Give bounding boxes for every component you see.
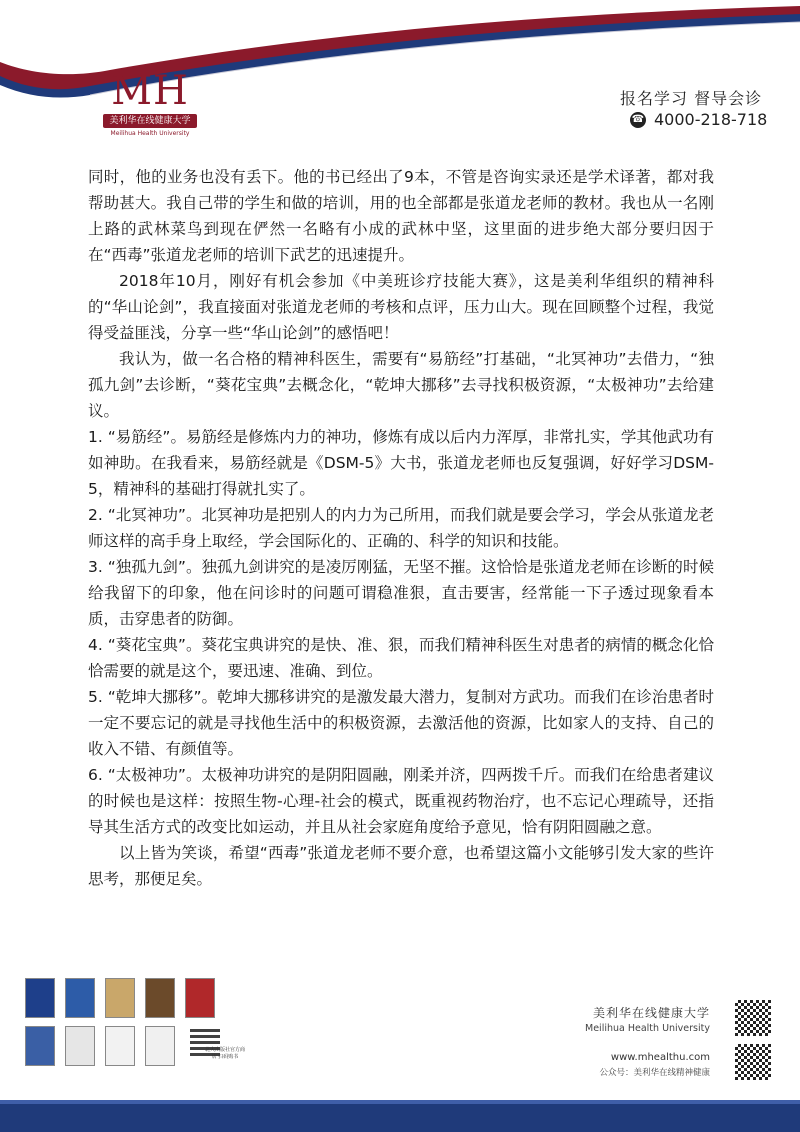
website-link[interactable]: www.mhealthu.com bbox=[610, 1052, 710, 1063]
logo-mark: MH bbox=[111, 68, 189, 114]
paragraph: 2. “北冥神功”。北冥神功是把别人的内力为己所用，而我们就是要会学习，学会从张道龙老师这样的高手身上取经，学会国际化的、正确的、科学的知识和技能。 bbox=[88, 506, 714, 550]
paragraph: 4. “葵花宝典”。葵花宝典讲究的是快、准、狠，而我们精神科医生对患者的病情的概念化恰恰需要的就是这个，要迅速、准确、到位。 bbox=[88, 636, 714, 680]
article-body bbox=[88, 164, 714, 892]
wechat-account: 公众号：美利华在线精神健康 bbox=[599, 1068, 710, 1078]
paragraph: 1. “易筋经”。易筋经是修炼内力的神功，修炼有成以后内力浑厚，非常扎实，学其他武功有如神助。在我看来，易筋经就是《DSM-5》大书，张道龙老师也反复强调，好好学习DSM-5，精神科的基础打得就扎实了。 bbox=[88, 428, 714, 498]
book-cover bbox=[25, 1026, 55, 1066]
paragraph: 3. “独孤九剑”。独孤九剑讲究的是凌厉刚猛，无坚不摧。这恰恰是张道龙老师在诊断的时候给我留下的印象，他在问诊时的问题可谓稳准狠，直击要害，经常能一下子透过现象看本质，击穿患者的防御。 bbox=[88, 558, 714, 628]
phone-icon: ☎ bbox=[630, 112, 646, 128]
website-qr-code[interactable] bbox=[735, 1044, 771, 1080]
paragraph: 6. “太极神功”。太极神功讲究的是阴阳圆融，刚柔并济，四两拨千斤。而我们在给患者建议的时候也是这样：按照生物-心理-社会的模式，既重视药物治疗，也不忘记心理疏导，还指导其生活方式的改变比如运动，并且从社会家庭角度给予意见，恰有阴阳圆融之意。 bbox=[88, 766, 714, 836]
book-cover bbox=[105, 1026, 135, 1066]
book-cover bbox=[145, 978, 175, 1018]
university-name-en: Meilihua Health University bbox=[585, 1023, 710, 1034]
book-cover bbox=[65, 978, 95, 1018]
book-cover bbox=[65, 1026, 95, 1066]
phone-number: 4000-218-718 bbox=[654, 110, 768, 129]
book-cover bbox=[145, 1026, 175, 1066]
paragraph: 5. “乾坤大挪移”。乾坤大挪移讲究的是激发最大潜力，复制对方武功。而我们在诊治患者时一定不要忘记的就是寻找他生活中的积极资源，去激活他的资源，比如家人的支持、自己的收入不错、有颜值等。 bbox=[88, 688, 714, 758]
university-name-cn: 美利华在线健康大学 bbox=[592, 1006, 710, 1020]
footer-bar bbox=[0, 1104, 800, 1132]
book-cover bbox=[25, 978, 55, 1018]
logo-name-cn: 美利华在线健康大学 bbox=[103, 114, 197, 128]
book-collection bbox=[25, 978, 246, 1070]
store-qr-caption: 北大出版社官方商店 扫码购书 bbox=[205, 1047, 246, 1060]
book-cover bbox=[105, 978, 135, 1018]
paragraph: 以上皆为笑谈，希望“西毒”张道龙老师不要介意，也希望这篇小文能够引发大家的些许思考，那便足矣。 bbox=[88, 844, 714, 888]
paragraph: 同时，他的业务也没有丢下。他的书已经出了9本，不管是咨询实录还是学术译著，都对我帮助甚大。我自己带的学生和做的培训，用的也全部都是张道龙老师的教材。我也从一名刚上路的武林菜鸟到现在俨然一名略有小成的武林中坚，这里面的进步绝大部分要归因于在“西毒”张道龙老师的培训下武艺的迅速提升。 bbox=[88, 168, 714, 264]
paragraph: 2018年10月，刚好有机会参加《中美班诊疗技能大赛》，这是美利华组织的精神科的“华山论剑”，我直接面对张道龙老师的考核和点评，压力山大。现在回顾整个过程，我觉得受益匪浅，分享一些“华山论剑”的感悟吧！ bbox=[88, 272, 714, 342]
paragraph: 我认为，做一名合格的精神科医生，需要有“易筋经”打基础，“北冥神功”去借力，“独孤九剑”去诊断，“葵花宝典”去概念化，“乾坤大挪移”去寻找积极资源，“太极神功”去给建议。 bbox=[88, 350, 714, 420]
header-tagline: 报名学习 督导会诊 bbox=[620, 89, 763, 108]
wechat-qr-code[interactable] bbox=[735, 1000, 771, 1036]
logo bbox=[101, 68, 199, 146]
university-info bbox=[585, 1004, 710, 1078]
header-phone[interactable] bbox=[630, 110, 767, 129]
book-cover bbox=[185, 978, 215, 1018]
logo-name-en: Meilihua Health University bbox=[110, 130, 190, 137]
